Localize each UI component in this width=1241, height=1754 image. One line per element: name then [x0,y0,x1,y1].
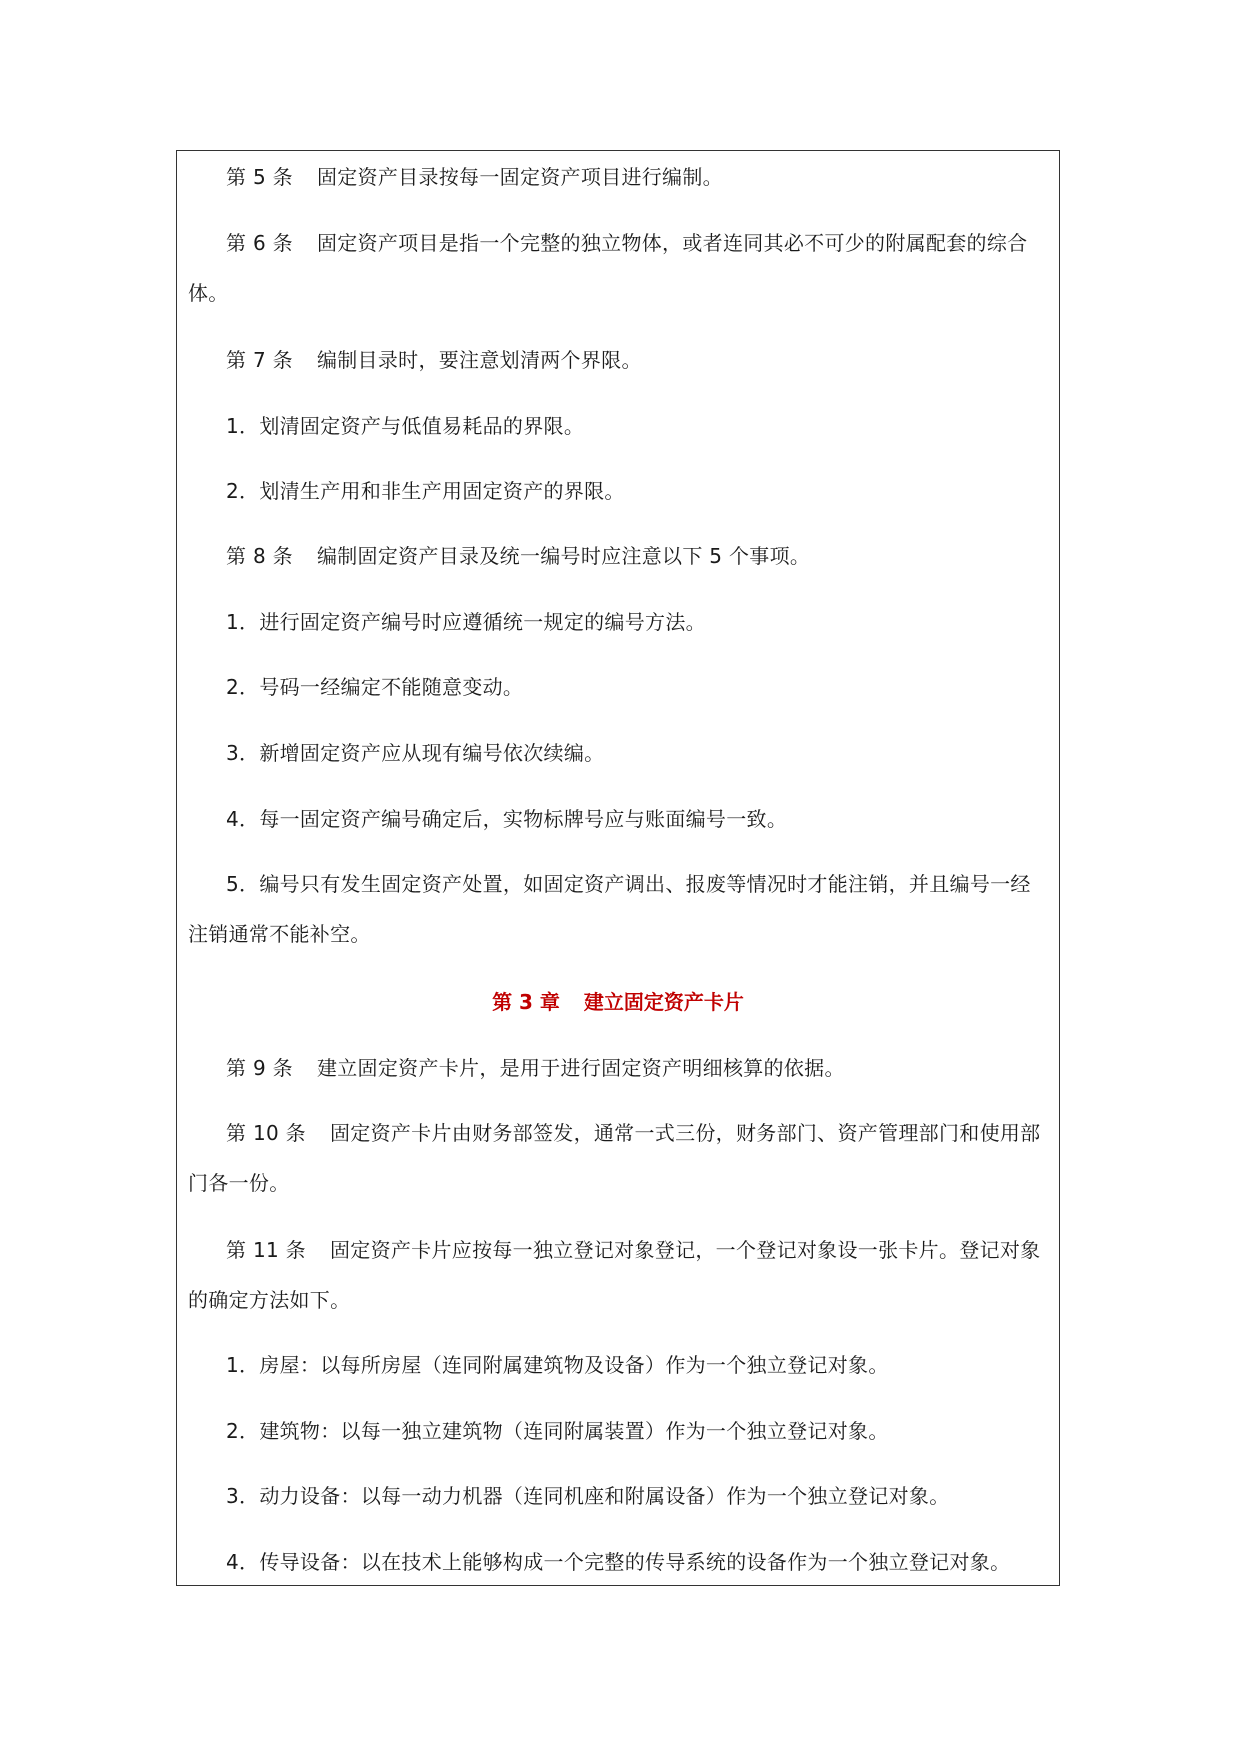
article-label: 第 6 条 [226,231,293,255]
item-number: 1． [226,1353,260,1377]
article-label: 第 9 条 [226,1056,293,1080]
item-number: 1． [226,414,260,438]
article-text: 建立固定资产卡片，是用于进行固定资产明细核算的依据。 [316,1056,845,1080]
article-text: 固定资产项目是指一个完整的独立物体，或者连同其必不可少的附属配套的综合体。 [188,231,1028,305]
article-9 [188,1043,1050,1093]
item-text: 划清固定资产与低值易耗品的界限。 [259,414,585,438]
article-label: 第 8 条 [226,544,293,568]
list-item [188,1406,1050,1456]
item-number: 1． [226,610,260,634]
list-item [188,794,1050,844]
item-text: 房屋：以每所房屋（连同附属建筑物及设备）作为一个独立登记对象。 [259,1353,889,1377]
article-11 [188,1225,1050,1325]
article-text: 固定资产目录按每一固定资产项目进行编制。 [316,165,723,189]
article-10 [188,1108,1050,1208]
list-item [188,597,1050,647]
article-7 [188,335,1050,385]
item-number: 3． [226,1484,260,1508]
chapter-label: 第 3 章 [492,990,560,1014]
article-label: 第 7 条 [226,348,293,372]
article-text: 固定资产卡片应按每一独立登记对象登记，一个登记对象设一张卡片。登记对象的确定方法如下。 [188,1238,1041,1312]
list-item [188,1537,1050,1587]
article-8 [188,531,1050,581]
list-item [188,1340,1050,1390]
item-text: 进行固定资产编号时应遵循统一规定的编号方法。 [259,610,706,634]
item-text: 传导设备：以在技术上能够构成一个完整的传导系统的设备作为一个独立登记对象。 [259,1550,1011,1574]
article-6 [188,218,1050,318]
item-text: 每一固定资产编号确定后，实物标牌号应与账面编号一致。 [259,807,788,831]
item-number: 3． [226,741,260,765]
item-text: 编号只有发生固定资产处置，如固定资产调出、报废等情况时才能注销，并且编号一经注销通常不能补空。 [188,872,1031,946]
item-number: 4． [226,807,260,831]
item-number: 4． [226,1550,260,1574]
list-item [188,662,1050,712]
item-text: 建筑物：以每一独立建筑物（连同附属装置）作为一个独立登记对象。 [259,1419,889,1443]
chapter-title: 建立固定资产卡片 [583,990,744,1014]
list-item [188,401,1050,451]
item-text: 新增固定资产应从现有编号依次续编。 [259,741,605,765]
chapter-heading [176,982,1060,1022]
item-text: 划清生产用和非生产用固定资产的界限。 [259,479,625,503]
list-item [188,859,1050,959]
list-item [188,466,1050,516]
item-number: 2． [226,1419,260,1443]
item-number: 2． [226,479,260,503]
article-label: 第 10 条 [226,1121,306,1145]
article-5 [188,152,1050,202]
item-text: 号码一经编定不能随意变动。 [259,675,524,699]
article-text: 编制目录时，要注意划清两个界限。 [316,348,642,372]
list-item [188,728,1050,778]
list-item [188,1471,1050,1521]
item-text: 动力设备：以每一动力机器（连同机座和附属设备）作为一个独立登记对象。 [259,1484,950,1508]
article-label: 第 5 条 [226,165,293,189]
item-number: 5． [226,872,260,896]
article-text: 固定资产卡片由财务部签发，通常一式三份，财务部门、资产管理部门和使用部门各一份。 [188,1121,1041,1195]
item-number: 2． [226,675,260,699]
article-text: 编制固定资产目录及统一编号时应注意以下 5 个事项。 [316,544,811,568]
article-label: 第 11 条 [226,1238,306,1262]
